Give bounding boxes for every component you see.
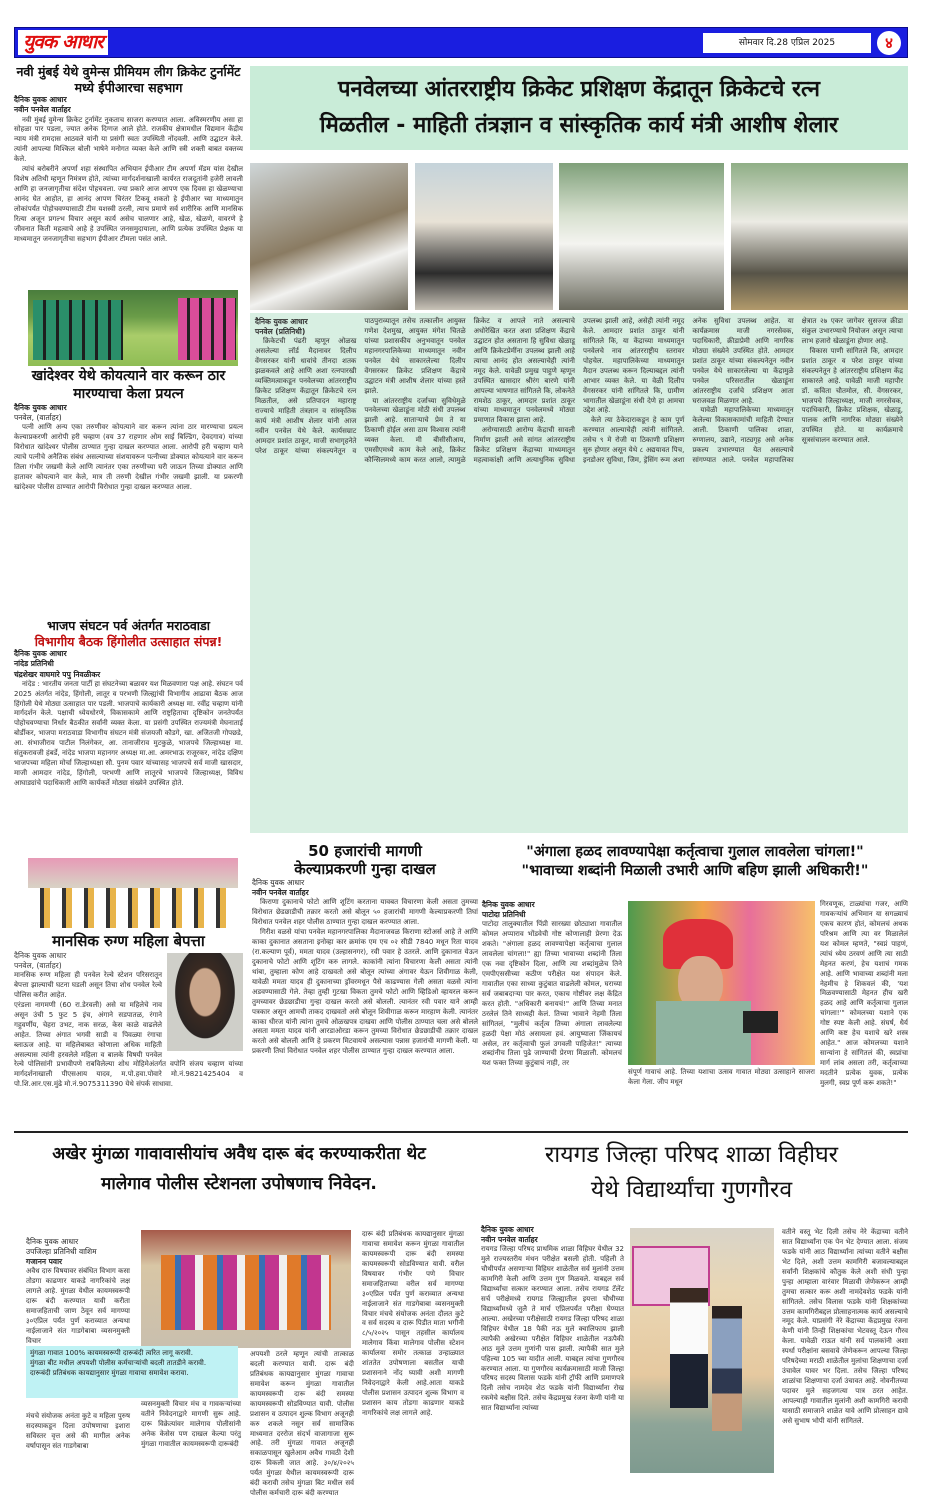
headline: मानसिक रुग्ण महिला बेपत्ता [52, 932, 205, 950]
story-womens-cricket [14, 64, 243, 296]
byline: पनवेल, (वार्ताहर) [14, 413, 62, 423]
missing-woman-portrait [167, 953, 243, 1051]
byline: नवीन पनवेल वार्ताहर [481, 1235, 538, 1245]
story-bjp-meeting [14, 618, 243, 826]
demands-box [26, 1346, 238, 1398]
story-mungla-liquor-ban [14, 1140, 464, 1200]
story-extortion [252, 842, 478, 1116]
byline: दैनिक युवक आधार [14, 950, 67, 960]
demand-item: मुंगळा बीट मधील अपयशी पोलीस कर्मचाऱ्यांची बदली तातडीने करावी. [30, 1359, 207, 1368]
headline: रायगड जिल्हा परिषद शाळा विहीघर [544, 1142, 839, 1168]
paragraph: गिरीश वळसे यांचा पनवेल महानगरपालिका मैदानाजवळ किराणा स्टोअर्स आहे ते आणि काका दुकानात असताना इनोव्हा कार क्रमांक एम एच ०२ सीडी 7840 मधून रिता यादव (रा.कल्याण पूर्व), ममता यादव (उल्हासनगर), रवी पवार हे उतरले. आणि दुकानात येऊन दुकानाचे फोटो आणि शूटिंग करु लागले. काकांनी त्यांना विचारणा केली असता त्यांनी थांबा, तुम्हाला कोण आहे दाखवतो असे बोलून त्यांच्या अंगावर येऊन शिवीगाळ केली, यावेळी ममता यादव ही दुकानाच्या ड्रॉवरमधून पैसे काढण्यास गेली असता वळसे त्यांना अडवण्यासाठी गेले. तेव्हा तुम्ही गुटखा विकता तुमचे फोटो आणि व्हिडिओ व्हायरल करून तुमच्यावर छेडछाडीचा गुन्हा दाखल करतो असे बोलली. त्यानंतर रवी पवार याने आम्ही पत्रकार असून आमची ताकद दाखवतो असे बोलून शिवीगाळ करून मारहाण केली. त्यानंतर काका धीरज यांनी त्यांना तुमचे ओळखपत्र दाखवा आणि पोलीस ठाण्यात चला असे बोलले असता ममता यादव यांनी आरडाओरडा करून तुमच्या विरोधात छेडछाडीची तक्रार दाखल करतो असे बोलली आणि हे प्रकरण मिटवायचे असल्यास पन्नास हजारांची मागणी केली. या प्रकरणी तिघां विरोधात पनवेल शहर पोलीस ठाण्यात गुन्हा दाखल करण्यात आला. [252, 928, 478, 1056]
inspection-photo [559, 163, 724, 310]
byline: नवीन पनवेल वार्ताहर [252, 888, 309, 898]
byline: दैनिक युवक आधार [14, 649, 67, 659]
ribbon-cutting-photo [250, 163, 408, 310]
byline: दैनिक युवक आधार [14, 403, 67, 412]
issue-date: सोमवार दि.28 एप्रिल 2025 [703, 33, 871, 53]
byline: गजानन पवार [26, 1257, 63, 1267]
paragraph: अरोग्यासाठी आरोग्य केंद्राची सावली निर्माण झाली असे सांगत आंतरराष्ट्रीय क्रिकेट प्रशिक्षण केंद्राच्या माध्यमातून महत्वाकांक्षी आणि अत्याधुनिक सुविधा उपलब्ध झाली आहे, असेही त्यांनी नमूद केले. आमदार प्रशांत ठाकूर यांनी सांगितले कि, या केंद्राच्या माध्यमातून पनवेलचे नाव आंतरराष्ट्रीय स्तरावर पोहचेल. महापालिकेच्या माध्यमातून मैदान उपलब्ध करून दिल्याबद्दल त्यांनी आभार व्यक्त केले. या वेळी दिलीप वेंगसरकर यांनी सांगितले कि, ग्रामीण भागातील खेळाडूंना संधी देणे हा आमचा उद्देश आहे. [473, 317, 685, 465]
crowd-photo [731, 163, 908, 310]
story-komal-officer [482, 843, 908, 881]
byline: दैनिक युवक आधार [252, 878, 305, 887]
paragraph: यावेळी महापालिकेच्या माध्यमातून केलेल्या विकासकामांची माहिती देण्यात आली. ठिकाणी पालिका शाळा, रुग्णालय, उद्याने, नाट्यगृह असे अनेक प्रकल्प उभारण्यात येत असल्याचे सांगण्यात आले. पनवेल महापालिका क्षेत्रात २७ एकर जागेवर सुसज्ज क्रीडा संकुल उभारण्याचे नियोजन असून त्याचा लाभ हजारो खेळाडूंना होणार आहे. [692, 317, 903, 465]
paragraph: अपयशी ठरले म्हणून त्यांची तात्काळ बदली करण्यात यावी. दारू बंदी प्रतिबंधक कायद्यानुसार मुंगळा गावाचा समावेश करून मुंगळा गावातील कायमस्वरूपी दारू बंदी समस्या कायमस्वरूपी सोडविण्यात यावी. पोलीस प्रशासन व उत्पादन शुल्क विभाग अजूनही करु शकले नसून सर्व सामाजिक माध्यमात दररोज संदर्भ वाजागाजा सुरू आहे. तरी मुंगळा गावात अजूनही सकाळपासून खुलेआम अवैध गावठी देशी दारू विकली जात आहे. ३०/४/२०२५ पर्यंत मुंगळा येथील कायमस्वरूपी दारू बंदी करावी तसेच मुंगळा बिट मधील सर्व पोलीस कर्मचारी दारू बंदी करण्यात [250, 1350, 354, 1498]
komal-interview-photo [628, 901, 815, 1065]
paragraph: किराणा दुकानाचे फोटो आणि शूटिंग करताना यावबत विचारणा केली असता तुमच्या विरोधात छेडछाडीची तक्रार करतो असे बोलून ५० हजारांची मागणी केल्याप्रकरणी तिघां विरोधात पनवेल शहर पोलीस ठाण्यात गुन्हा दाखल करण्यात आला. [252, 898, 478, 927]
paragraph: क्रिकेटची पंढरी म्हणून ओळख असलेल्या लॉर्ड मैदानावर दिलीप वेंगसरकर यांनी धावांचे तीनदा शतक झळकवले आहे आणि अशा रत्नपारखी व्यक्तिमत्वाकडून पनवेलच्या आंतरराष्ट्रीय क्रिकेट प्रशिक्षण केंद्रातून क्रिकेटचे रत्न मिळतील, असे प्रतिपादन महाराष्ट्र राज्याचे माहिती तंत्रज्ञान व सांस्कृतिक कार्य मंत्री आशीष शेलार यांनी आज नवीन पनवेल येथे केले. कार्यसम्राट आमदार प्रशांत ठाकूर, माजी सभागृहनेते परेश ठाकूर यांच्या संकल्पनेतून व पाठपुराव्यातून तसेच तत्कालीन आयुक्त गणेश देशमुख, आयुक्त मंगेश चितळे यांच्या प्रशासकीय अनुभवातून पनवेल महानगरपालिकेच्या माध्यमातून नवीन पनवेल येथे साकारलेल्या दिलीप वेंगसरकर क्रिकेट प्रशिक्षण केंद्राचे उद्घाटन मंत्री आशीष शेलार यांच्या हस्ते झाले. [255, 317, 466, 455]
byline: पनवेल (प्रतिनिधी) [255, 327, 306, 337]
newspaper-logo: युवक आधार [18, 30, 108, 55]
cricket-team-photo [28, 290, 238, 366]
masthead-bar [14, 27, 908, 58]
byline: पाटोदा प्रतिनिधी [482, 910, 526, 920]
main-story-body [250, 313, 908, 833]
main-photo-strip [250, 163, 908, 310]
page-number: ४ [877, 31, 901, 55]
paragraph: वतीने वस्तू भेट दिली तसेच नेरे केंद्राच्या वतीने सात विद्यार्थ्यांना एक पेन भेट देण्यात आला. संजय फडके यांनी आठ विद्यार्थ्यांना त्यांच्या वतीने बक्षीस भेट दिले, अशी उत्तम कामगिरी बजावल्याबद्दल सर्वांनी शिक्षकांचे कौतुक केले अशी संधी पुन्हा पुन्हा आम्हाला वारंवार मिळावी जेणेकरून आम्ही तुमचा सत्कार करू अशी नामदेवशेठ फडके यांनी सांगितले. तसेच विलास फडके यांनी शिक्षकांच्या उत्तम कामगिरीबद्दल प्रोत्साहनात्मक कार्य असल्याचे नमूद केले. याप्रसंगी नेरे केंद्राच्या केंद्रप्रमुख रंजना केणी यांनी तिन्ही शिक्षकांचा भेटवस्तू देऊन गौरव केला. यावेळी राऊत यांनी सर्व पालकांनी अशा स्पर्धा परीक्षांना बसवावे जेणेकरून आपल्या जिल्हा परिषदेच्या मराठी शाळेतील मुलांचा शिक्षणाचा दर्जा उंचावेल यावर भर दिला. तसेच जिल्हा परिषद शाळांचा शिक्षणाचा दर्जा उंचावत आहे. नोवनीतच्या पदावर मुले सहजगत्या पात्र ठरत आहेत. आपल्याही गावातील मुलांनी अशी कामगिरी करावी यासाठी समाजाने शाळेत यावे आणि प्रोत्साहन द्यावे असे सुभाष भोपी यांनी सांगितले. [782, 1228, 908, 1425]
paragraph: पाटोदा तालुक्यातील पिंप्री सारख्या छोट्याशा गावातील कोमल अप्पाराव भोंडवेची गोष्ट कोणालाही प्रेरणा देऊ शकते। "अंगाला हळद लावण्यापेक्षा कर्तृत्वाचा गुलाल लावलेला चांगला!" ह्या तिच्या भावाच्या शब्दांनी तिला एक नवा दृष्टिकोन दिला, आणि त्या शब्दांमुळेच तिने एमपीएससीच्या कठीण परीक्षेत यश संपादन केले. गावातील एका साध्या कुटुंबात वाढलेली कोमल, घराच्या सर्व जबाबदाऱ्या पार करत, एकाच गोष्टीवर लक्ष केंद्रित करत होती. "अधिकारी बनायचं!" आणि तिच्या मनात ठरलेलं तिने साध्यही केलं. तिच्या भावाने नेहमी तिला सांगितलं, "मुलीचं कर्तृत्व तिच्या अंगाला लावलेल्या हळदी पेक्षा मोठं असायला हवं. आयुष्याला जिंकायचं असेल, तर कर्तृत्वाची फुलं उगवली पाहिजेत!" त्याच्या शब्दांनीच तिला पुढे जाण्याची प्रेरणा मिळाली. कोमलचं यश फक्त तिच्या कुटुंबाचं नाही, तर [482, 920, 622, 1068]
story-raigad-school [475, 1138, 908, 1207]
headline: विभागीय बैठक हिंगोलीत उत्साहात संपन्न! [34, 633, 223, 649]
byline: दैनिक युवक आधार [26, 1237, 79, 1246]
story-raigad-col1 [481, 1225, 624, 1467]
byline: नांदेड प्रतिनिधी [14, 659, 54, 669]
story-komal-col1 [482, 900, 622, 1112]
byline: दैनिक युवक आधार [482, 900, 535, 909]
microphone-icon [743, 1011, 778, 1033]
paragraph: मानसिक रुग्ण महिला ही पनवेल रेल्वे स्टेशन परिसरातून बेपत्ता झाल्याची घटना घडली असून तिचा शोध पनवेल रेल्वे पोलिस करीत आहेत. [14, 971, 162, 999]
main-headline-box [250, 66, 908, 150]
headline: भाजप संघटन पर्व अंतर्गत मराठवाडा [47, 618, 210, 633]
bjp-meeting-photo [28, 858, 238, 928]
headline: "भावाच्या शब्दांनी मिळाली उभारी आणि बहिण झाली अधिकारी!" [521, 862, 869, 879]
section-divider [14, 1131, 908, 1133]
headline: नवी मुंबई येथे वुमेन्स प्रीमियम लीग क्रिकेट टुर्नामेंट मध्ये ईपीआरचा सहभाग [16, 64, 241, 95]
byline: पनवेल, (वार्ताहर) [14, 960, 62, 970]
main-headline: पनवेलच्या आंतरराष्ट्रीय क्रिकेट प्रशिक्षण केंद्रातून क्रिकेटचे रत्न [338, 77, 820, 102]
paragraph: विकास पाणी सांगितले कि, आमदार प्रशांत ठाकूर व परेश ठाकूर यांच्या संकल्पनेतून हे आंतरराष्ट्रीय प्रशिक्षण केंद्र साकारले आहे. यावेळी माजी महापौर डॉ. कविता चौतमोल, सी. वेंगसरकर, भाजपचे जिल्हाध्यक्ष, माजी नगरसेवक, पदाधिकारी, क्रिकेट प्रशिक्षक, खेळाडू, पालक आणि नागरिक मोठ्या संख्येने उपस्थित होते. या कार्यक्रमाचे सूत्रसंचालन करण्यात आले. [801, 346, 903, 445]
byline: दैनिक युवक आधार [255, 317, 308, 326]
story-khandeshwar-attack [14, 368, 243, 521]
paragraph: अवैध दारु विषयावर संबंधित विभाग कसा तोडगा काढणार याकडे नागरिकांचे लक्ष लागले आहे. मुंगळा येथील कायमस्वरूपी दारू बंदी करण्यात यावी करीता समाजहिताची जाण ठेवून सर्व मागण्या ३०एप्रिल पर्यंत पुर्ण कराव्यात अन्यथा नाईलाजाने संत गाडगेबाबा व्यसनमुक्ती विचार [26, 1267, 130, 1345]
demand-item: मुंगळा गावात 100% कायमस्वरूपी दारूबंदी त्वरित लागू करावी. [30, 1349, 193, 1357]
story-komal-col3: गिरवणूक, टाळ्यांचा गजर, आणि गावकऱ्यांचं अभिमान या सगळ्याचं एकच कारण होतं, कोमलचं अथक परिश्रम आणि त्या वर मिळालेलं यश कोमल म्हणते, "स्वप्नं पाहणं, त्यांचं ध्येय ठरवणं आणि त्या साठी मेहनत करणं, हेच यशाचं गमक आहे. आणि भावाच्या शब्दांनी मला नेहमीच हे शिकवलं की, 'यश मिळवण्यासाठी मेहनत हीच खरी हळद आहे आणि कर्तृत्वाचा गुलाल चांगला!'" कोमलच्या यशाने एक गोष्ट स्पष्ट केली आहे. संघर्ष, धैर्य आणि कष्ट हेच यशाचे खरे शस्त्र आहेत." आज कोमलच्या यशाने सान्यांना हे सांगितलं की, स्वप्नांचा मार्ग लांब असला तरी, कर्तृत्वाच्या मदतीने प्रत्येक युवक, प्रत्येक मुलगी, स्वप्न पूर्ण करू शकते!" [820, 900, 908, 1087]
headline: मालेगाव पोलीस स्टेशनला उपोषणाच निवेदन. [101, 1173, 377, 1194]
paragraph: नांदेड : भारतीय जनता पार्टी हा संघटनेच्या बळावर यश मिळवणारा पक्ष आहे. संघटन पर्व 2025 अंतर्गत नांदेड, हिंगोली, लातूर व परभणी जिल्ह्यांची विभागीय आढावा बैठक आज हिंगोली येथे मोठ्या उत्साहात पार पडली. भाजपाचे कार्यकारी अध्यक्ष मा. रवींद्र चव्हाण यांनी मार्गदर्शन केले. पक्षाची ध्येयधोरणे, विकासकामे आणि राष्ट्रहिताचा दृष्टिकोन जनतेपर्यंत पोहोचवण्याचा निर्धार बैठकीत सर्वांनी व्यक्त केला. या प्रसंगी उपस्थित राज्यमंत्री मेघनाताई बोर्डीकर, भाजपा मराठवाडा विभागीय संघटन मंत्री संजयजी कौडगे, खा. अजितजी गोपछडे, आ. संभाजीराव पाटील निलंगेकर, आ. तानाजीराव मुटकुळे, भाजपचे जिल्हाध्यक्ष मा. संतुकरावजी हंबर्डे, नांदेड भाजपा महानगर अध्यक्ष मा.आ. अमरभाऊ राजूरकर, नांदेड दक्षिण भाजपच्या महिला मोर्चा जिल्हाध्यक्षा सौ. पुनम पवार यांच्यासह भाजपचे सर्व माजी खासदार, माजी आमदार नांदेड, हिंगोली, परभणी आणि लातूरचे भाजपचे जिल्हाध्यक्ष, विविध आघाड्यांचे पदाधिकारी आणि कार्यकर्ते मोठ्या संख्येने उपस्थित होते. [14, 679, 243, 787]
byline: चंद्रशेखर वाघमारे पपु निवळीकर [14, 669, 101, 679]
paragraph: नवी मुंबई वुमेन्स क्रिकेट टुर्नामेंट नुकताच साजरा करण्यात आला. अविस्मरणीय असा हा सोहळा पार पडला, ज्यात अनेक दिग्गज आले होते. राजकीय क्षेत्रामधील विद्यमान केंद्रीय न्याय मंत्री रामदास आठवले यांनी या प्रसंगी स्वतः उपस्थिती नोंदवली. आणि उद्घाटन केले. त्यांनी आपल्या मिश्किल बोली भाषेने मनोगत व्यक्त केले आणि स्त्री शक्ती बाबत वक्तव्य केले. [14, 115, 243, 164]
main-headline: मिळतील - माहिती तंत्रज्ञान व सांस्कृतिक कार्य मंत्री आशीष शेलार [319, 113, 839, 138]
byline: नवीन पनवेल वार्ताहर [14, 105, 71, 115]
paragraph: रायगड जिल्हा परिषद प्राथमिक शाळा विहिघर येथील 32 मुले राज्यस्तरीय मंथन परीक्षेत बसली होती. पहिली ते चौथीपर्यंत असणाऱ्या विहिघर शाळेतील सर्व मुलांनी उत्तम कामगिरी केली आणि उत्तम गुण मिळवले. याबद्दल सर्व विद्यार्थ्यांचा सत्कार करण्यात आला. तसेच रायगड टॅलेंट सर्च परीक्षेमध्ये रायगड जिल्ह्यातील इयत्ता चौथीच्या विद्यार्थ्यांमध्ये जुलै ते मार्च एप्रिलपर्यंत परीक्षा घेण्यात आल्या. अखेरच्या परीक्षेसाठी रायगड जिल्हा परिषद शाळा विहिघर येथील 18 पैकी नऊ मुले क्वालिफाय झाली त्यापैकी अखेरच्या परीक्षेत विहिघर शाळेतील नऊपैकी आठ मुले उत्तम गुणांनी पास झाली. त्यापैकी सात मुले पहिल्या 105 च्या यादीत आली. याबद्दल त्यांचा गुणगौरव करण्यात आला. या गुणगौरव कार्यक्रमासाठी माजी जिल्हा परिषद सदस्य विलास फडके यांनी ट्रॉफी आणि प्रमाणपत्रे दिली तसेच नामदेव शेठ फडके यांनी विद्यार्थ्यांना रोख रकमेचे बक्षीस दिले. तसेच केंद्रप्रमुख रंजना केणी यांनी या सात विद्यार्थ्यांना त्यांच्या [481, 1245, 624, 1413]
paragraph: पत्नी आणि अन्य एका तरुणीवर कोयत्याने वार करून त्यांना ठार मारण्याचा प्रयत्न केल्याप्रकरणी आरोपी हरी चव्हाण (वय 37 राहणार ओम साई बिल्डिंग, देवदगाव) यांच्या विरोधात खांदेश्वर पोलीस ठाण्यात गुन्हा दाखल करण्यात आला. आरोपी हरी चव्हाण याने त्याचे पत्नीचे अनैतिक संबंध असल्याच्या संशयावरून पत्नीच्या डोक्यात कोयत्याने वार करून तिला गंभीर जखमी केले आणि त्यानंतर एका तरुणीच्या घरी जाऊन तिच्या डोक्यात आणि हातावर कोयत्याने वार केले, मात्र ती तरुणी देखील गंभीर जखमी झाली. या प्रकरणी खांदेश्वर पोलीस ठाण्यात आरोपी विरोधात गुन्हा दाखल करण्यात आला. [14, 423, 243, 491]
story-missing-woman [14, 932, 243, 1137]
paragraph: व्यसनमुक्ती विचार मंच व गावकऱ्यांच्या वतीने निवेदनाद्वारे मागणी सुरू आहे. दारू विक्रेत्यांवर मालेगाव पोलीसांनी अनेक केसेस पण दाखल केल्या परंतु मुंगळा गावातील कायमस्वरूपी दारूबंदी [141, 1400, 241, 1448]
byline: दैनिक युवक आधार [14, 95, 67, 105]
paragraph: मंचचे संयोजक अनंता कुटे व महिला पुरुष सदस्याकडून दिला उपोषणाचा इशारा सविस्तर वृत्त असे की मागील अनेक वर्षापासून संत गाडगेबाबा [26, 1412, 130, 1450]
headline: येथे विद्यार्थ्यांचा गुणगौरव [590, 1176, 793, 1203]
photo-caption: संपूर्ण गावाचं आहे. तिच्या यशाचा उत्सव गावात मोठ्या उत्साहाने साजरा केला गेला. जीप मधून [628, 1068, 815, 1086]
headline: 50 हजारांची मागणी [308, 842, 422, 860]
student-felicitation-photo [630, 1228, 774, 1473]
minister-speech-photo [415, 163, 553, 310]
byline: दैनिक युवक आधार [481, 1225, 534, 1234]
paragraph: या आंतरराष्ट्रीय दर्जाच्या सुविधेमुळे पनवेलच्या खेळाडूंना मोठी संधी उपलब्ध झाली आहे. साताऱ्याचे प्रेम ते या ठिकाणी होईल असा ठाम विश्वास त्यांनी व्यक्त केला. मी बीसीसीआय, एमसीएमध्ये काम केले आहे, क्रिकेट कौन्सिलमध्ये काम करत आलो, त्यामुळे क्रिकेट व आपले नाते असल्याचे अधोरेखित करत अशा प्रशिक्षण केंद्राचे उद्घाटन होत असताना हि सुविधा खेळाडू आणि क्रिकेटप्रेमींना उपलब्ध झाली आहे त्याचा आनंद होत असल्याचेही त्यांनी नमूद केले. यावेळी प्रमुख पाहुणे म्हणून उपस्थित खासदार श्रीरंग बारणे यांनी आपल्या भाषणात सांगितले कि, लोकनेते रामशेठ ठाकूर, आमदार प्रशांत ठाकूर यांच्या माध्यमातून पनवेलमध्ये मोठ्या प्रमाणात विकास झाला आहे. [364, 317, 575, 465]
headline: अखेर मुंगळा गावावासीयांच अवैध दारू बंद करण्याकरीता थेट [52, 1144, 426, 1164]
demand-item: दारूबंदी प्रतिबंधक कायद्यानुसार मुंगळा गावाचा समावेश करावा. [30, 1369, 189, 1378]
story-mungla-col1 [26, 1237, 130, 1351]
headline: केल्याप्रकरणी गुन्हा दाखल [294, 860, 436, 878]
paragraph: एरंडला नागमणी (60 रा.डेरवली) असे या महिलेचे नाव असून उंची 5 फुट 5 इंच, अंगाने सडपातळ, रंगाने गहुवर्णीय, चेहरा उभट, नाक सरळ, केस काळे वाढलेले आहेत. तिच्या अंगात भगवी साडी व पिवळ्या रंगाचा ब्लाऊज आहे. या महिलेबाबत कोणाला अधिक माहिती असल्यास त्यांनी हरवलेले महिला व बालके विषयी पनवेल रेल्वे पोलिसांनी प्रभावीपणे राबविलेल्या शोध मोहिमेअंतर्गत वपोनि संजय चव्हाण यांच्या मार्गदर्शनाखाली पीएसआय यादव, म.पो.हवा.पोवारे मो.नं.9821425404 व पो.शि.आर.एस.मुंढे मो.नं.9075311390 येथे संपर्क साधावा. [14, 1000, 243, 1089]
paragraph: केले त्या ठेकेदाराकडून हे काम पूर्ण करण्यात आल्याचेही त्यांनी सांगितले. तसेच ९ मे रोजी या ठिकाणी प्रशिक्षण सुरु होणार असून येथे ८ अद्ययावत पिच, इनडोअर सुविधा, जिम, ड्रेसिंग रूम अशा अनेक सुविधा उपलब्ध आहेत. या कार्यक्रमास माजी नगरसेवक, पदाधिकारी, क्रीडाप्रेमी आणि नागरिक मोठ्या संख्येने उपस्थित होते. आमदार प्रशांत ठाकूर यांच्या संकल्पनेतून नवीन पनवेल येथे साकारलेल्या या केंद्रामुळे पनवेल परिसरातील खेळाडूंना आंतरराष्ट्रीय दर्जाचे प्रशिक्षण आता घराजवळ मिळणार आहे. [582, 317, 794, 465]
headline: खांदेश्वर येथे कोयत्याने वार करून ठार मारण्याचा केला प्रयत्न [31, 368, 226, 402]
paragraph: त्यांचं बरोबरीने अपर्णा शहा संस्थापित अभियान ईपीआर टीम अपर्णा मॅडम यांस देखील विशेष अतिथी म्हणून निमंत्रण होते, त्यांच्या मार्गदर्शनाखाली कार्यरत राजदूतांनी हजेरी लावली आणि हा जनजागृतीचा संदेश पोहचवला. ज्या प्रकारे आज आपण एक दिवस हा खेळण्याचा आनंद घेत आहोत, हा आनंद आपण चिरंतर टिकवू शकतो हे ईपीआर च्या माध्यमातुन लोकांपर्यंत पोहोचवण्यासाठी टीम यशस्वी ठरली, त्याच प्रमाणे सर्व शारीरिक आणि मानसिक रित्या अजून प्रगल्भ विचार असून कार्य असेच चालणार आहे, खेळ, खेळणे, वावरणे हे जीवनात किती महत्वाचे आहे हे उपस्थित जनसमुदायाला, आणि प्रत्येक उपस्थित प्रेक्षक या माध्यमातून जनजागृतीचा सहभाग ईपीआर टीमला पसंत आले. [14, 165, 243, 243]
byline: उपजिल्हा प्रतिनिधी वाशिम [26, 1247, 97, 1257]
paragraph: दारू बंदी प्रतिबंधक कायद्यानुसार मुंगळा गावाचा समावेश करून मुंगळा गावातील कायमस्वरूपी दारू बंदी समस्या कायमस्वरूपी सोडविण्यात यावी. वरील विषयावर गंभीर पणे विचार समाजहिताच्या वरील सर्व मागण्या ३०एप्रिल पर्यंत पुर्ण कराव्यात अन्यथा नाईलाजाने संत गाडगेबाबा व्यसनमुक्ती विचार मंचचे संयोजक अनंता दौलत कुटे व सर्व सदस्य व दारू पिडीत माता भगीनी ८/५/२०२५ पासून तहसील कार्यालय मालेगाव किंवा मालेगाव पोलीस स्टेशन कार्यालया समोर तत्काळ उन्हाळ्यात शांततेत उपोषणाला बसतील याची प्रशासनाने नोंद घ्यावी अशी मागणी निवेदनाद्वारे केली आहे.आता याकडे पोलीस प्रशासन उत्पादन शुल्क विभाग व प्रशासन काय तोडगा काढणार याकडे नागरिकांचे लक्ष लागले आहे. [362, 1230, 464, 1417]
headline: "अंगाला हळद लावण्यापेक्षा कर्तृत्वाचा गुलाल लावलेला चांगला!" [526, 844, 864, 860]
